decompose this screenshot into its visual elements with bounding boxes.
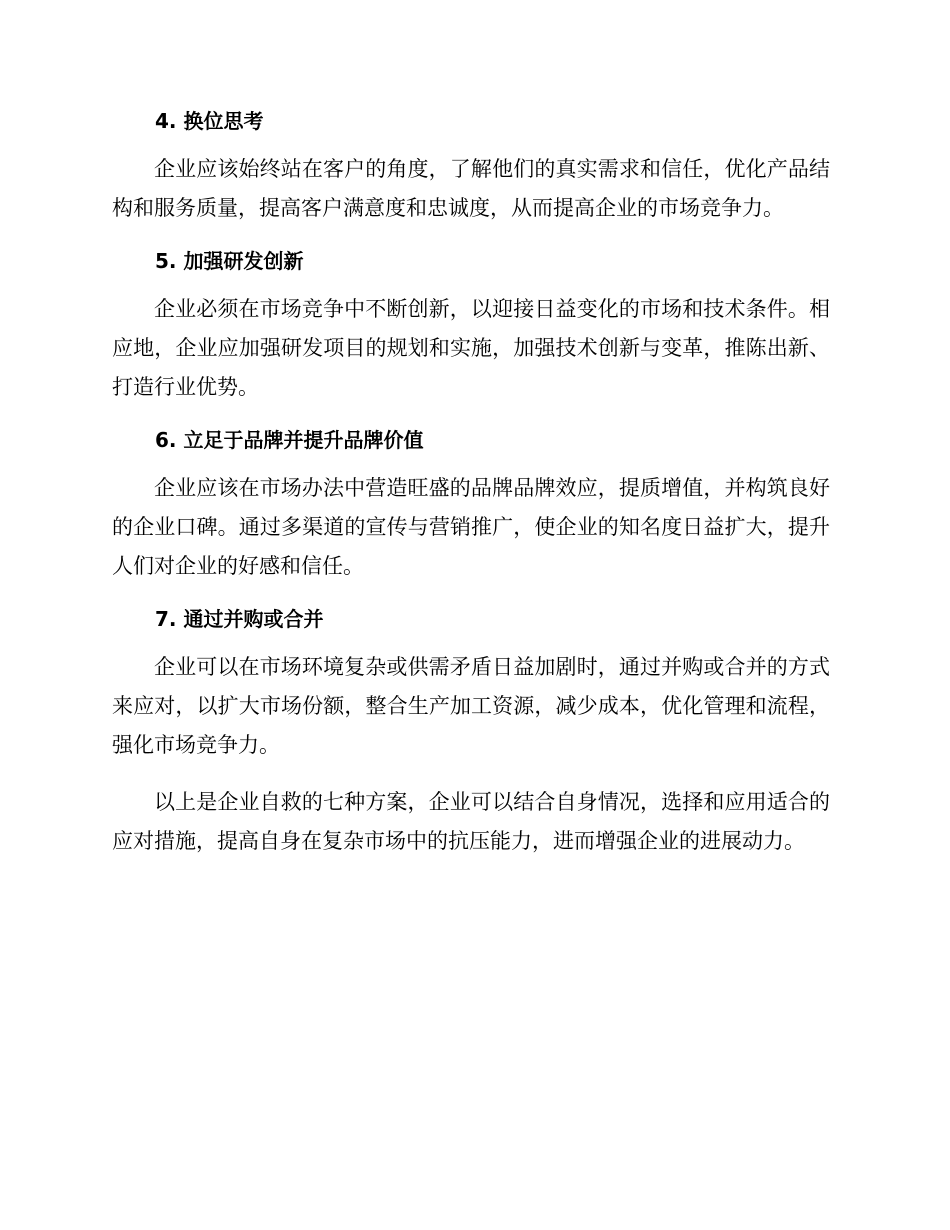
section-4 bbox=[112, 106, 830, 228]
document-page bbox=[112, 106, 830, 879]
section-paragraph: 企业应该始终站在客户的角度，了解他们的真实需求和信任，优化产品结构和服务质量，提高客户满意度和忠诚度，从而提高企业的市场竞争力。 bbox=[112, 157, 830, 220]
section-heading: 6. 立足于品牌并提升品牌价值 bbox=[155, 428, 424, 452]
section-6 bbox=[112, 425, 830, 586]
section-heading: 7. 通过并购或合并 bbox=[155, 607, 324, 631]
section-heading: 5. 加强研发创新 bbox=[155, 249, 304, 273]
conclusion-paragraph: 以上是企业自救的七种方案，企业可以结合自身情况，选择和应用适合的应对措施，提高自身在复杂市场中的抗压能力，进而增强企业的进展动力。 bbox=[112, 790, 830, 853]
section-paragraph: 企业可以在市场环境复杂或供需矛盾日益加剧时，通过并购或合并的方式来应对，以扩大市场份额，整合生产加工资源，减少成本，优化管理和流程，强化市场竞争力。 bbox=[112, 655, 830, 757]
section-paragraph: 企业应该在市场办法中营造旺盛的品牌品牌效应，提质增值，并构筑良好的企业口碑。通过多渠道的宣传与营销推广，使企业的知名度日益扩大，提升人们对企业的好感和信任。 bbox=[112, 476, 830, 578]
section-5 bbox=[112, 246, 830, 407]
section-7 bbox=[112, 604, 830, 861]
section-heading: 4. 换位思考 bbox=[155, 109, 264, 133]
section-paragraph: 企业必须在市场竞争中不断创新，以迎接日益变化的市场和技术条件。相应地，企业应加强研发项目的规划和实施，加强技术创新与变革，推陈出新、打造行业优势。 bbox=[112, 297, 830, 399]
